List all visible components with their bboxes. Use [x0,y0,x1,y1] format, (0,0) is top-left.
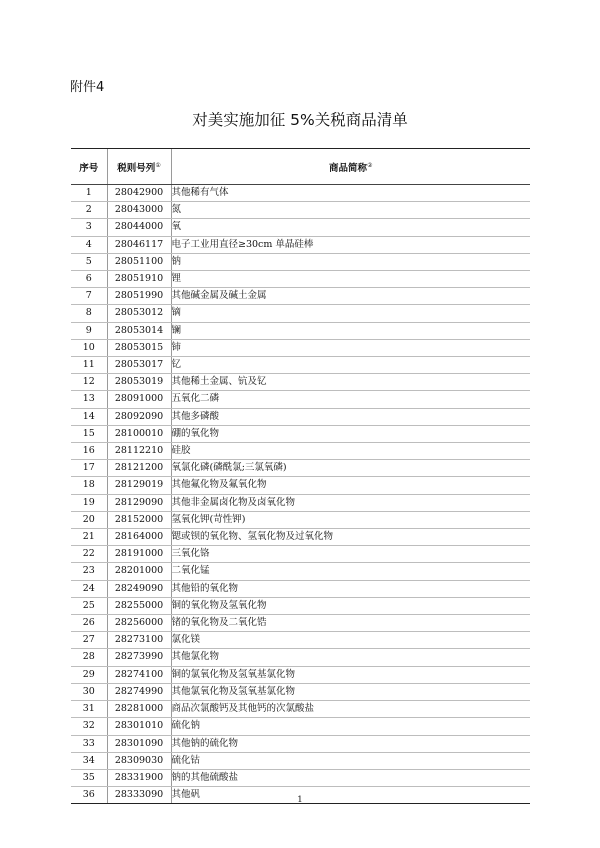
table-row [71,735,530,752]
row-tariff-code: 28274990 [107,683,171,700]
tariff-goods-table [71,148,530,804]
row-seq: 33 [71,735,107,752]
row-goods-name: 其他多磷酸 [171,408,530,425]
row-seq: 34 [71,752,107,769]
table-row [71,632,530,649]
row-goods-name: 其他钠的硫化物 [171,735,530,752]
row-seq: 36 [71,787,107,804]
row-tariff-code: 28301010 [107,718,171,735]
row-tariff-code: 28249090 [107,580,171,597]
table-row [71,408,530,425]
table-header-row [71,149,530,185]
document-title: 对美实施加征 5%关税商品清单 [192,111,408,129]
row-seq: 30 [71,683,107,700]
row-goods-name: 硼的氧化物 [171,425,530,442]
row-goods-name: 商品次氯酸钙及其他钙的次氯酸盐 [171,701,530,718]
row-seq: 17 [71,460,107,477]
row-goods-name: 铜的氧化物及氢氧化物 [171,597,530,614]
row-tariff-code: 28301090 [107,735,171,752]
table-row [71,271,530,288]
table-row [71,185,530,202]
row-tariff-code: 28043000 [107,202,171,219]
row-seq: 19 [71,494,107,511]
table-row [71,357,530,374]
row-seq: 7 [71,288,107,305]
header-name [171,149,530,185]
row-goods-name: 锶或钡的氧化物、氢氧化物及过氧化物 [171,529,530,546]
row-tariff-code: 28274100 [107,666,171,683]
row-seq: 5 [71,253,107,270]
attachment-label: 附件4 [70,80,105,95]
row-goods-name: 其他非金属卤化物及卤氧化物 [171,494,530,511]
row-seq: 12 [71,374,107,391]
row-goods-name: 锂 [171,271,530,288]
table-row [71,494,530,511]
header-code-footnote-mark: ① [155,161,161,169]
row-seq: 25 [71,597,107,614]
table-row [71,563,530,580]
row-tariff-code: 28100010 [107,425,171,442]
table-body [71,185,530,804]
table-row [71,683,530,700]
row-tariff-code: 28112210 [107,443,171,460]
row-goods-name: 钠 [171,253,530,270]
row-tariff-code: 28053019 [107,374,171,391]
row-seq: 3 [71,219,107,236]
table-row [71,391,530,408]
table-row [71,649,530,666]
row-goods-name: 二氧化锰 [171,563,530,580]
row-tariff-code: 28333090 [107,787,171,804]
table-row [71,477,530,494]
table-row [71,202,530,219]
header-seq [71,149,107,185]
row-tariff-code: 28129019 [107,477,171,494]
row-tariff-code: 28042900 [107,185,171,202]
row-tariff-code: 28046117 [107,236,171,253]
row-tariff-code: 28255000 [107,597,171,614]
row-tariff-code: 28273100 [107,632,171,649]
row-goods-name: 钇 [171,357,530,374]
row-tariff-code: 28281000 [107,701,171,718]
row-seq: 29 [71,666,107,683]
row-goods-name: 氮 [171,202,530,219]
row-goods-name: 硅胶 [171,443,530,460]
row-goods-name: 钠的其他硫酸盐 [171,769,530,786]
row-goods-name: 氧氯化磷(磷酰氯;三氯氧磷) [171,460,530,477]
row-goods-name: 氢氧化钾(苛性钾) [171,511,530,528]
row-seq: 26 [71,615,107,632]
row-tariff-code: 28331900 [107,769,171,786]
row-goods-name: 氧 [171,219,530,236]
row-tariff-code: 28051100 [107,253,171,270]
row-tariff-code: 28053012 [107,305,171,322]
table-row [71,701,530,718]
row-goods-name: 硫化钠 [171,718,530,735]
row-goods-name: 其他氟化物及氟氧化物 [171,477,530,494]
row-tariff-code: 28164000 [107,529,171,546]
row-seq: 14 [71,408,107,425]
row-goods-name: 其他碱金属及碱土金属 [171,288,530,305]
row-goods-name: 氯化镁 [171,632,530,649]
row-seq: 8 [71,305,107,322]
row-goods-name: 其他矾 [171,787,530,804]
table-row [71,718,530,735]
row-tariff-code: 28053015 [107,339,171,356]
row-seq: 11 [71,357,107,374]
row-seq: 15 [71,425,107,442]
table-row [71,339,530,356]
table-row [71,752,530,769]
row-goods-name: 电子工业用直径≥30cm 单晶硅棒 [171,236,530,253]
row-seq: 23 [71,563,107,580]
row-goods-name: 其他稀土金属、钪及钇 [171,374,530,391]
header-code-label: 税则号列 [117,162,156,174]
row-seq: 31 [71,701,107,718]
row-seq: 6 [71,271,107,288]
row-seq: 13 [71,391,107,408]
table-row [71,546,530,563]
row-seq: 32 [71,718,107,735]
row-seq: 16 [71,443,107,460]
table-row [71,219,530,236]
table-row [71,288,530,305]
row-goods-name: 镝 [171,305,530,322]
row-tariff-code: 28051910 [107,271,171,288]
row-goods-name: 其他氯化物 [171,649,530,666]
table-row [71,443,530,460]
row-seq: 18 [71,477,107,494]
row-seq: 22 [71,546,107,563]
row-tariff-code: 28044000 [107,219,171,236]
table-row [71,580,530,597]
table-row [71,322,530,339]
page-number: 1 [297,795,303,805]
table-row [71,374,530,391]
row-tariff-code: 28201000 [107,563,171,580]
table-row [71,425,530,442]
row-seq: 28 [71,649,107,666]
row-goods-name: 镧 [171,322,530,339]
header-name-footnote-mark: ② [367,161,373,169]
row-tariff-code: 28273990 [107,649,171,666]
row-seq: 27 [71,632,107,649]
row-tariff-code: 28092090 [107,408,171,425]
table-row [71,236,530,253]
row-tariff-code: 28256000 [107,615,171,632]
row-tariff-code: 28051990 [107,288,171,305]
row-goods-name: 三氧化铬 [171,546,530,563]
row-seq: 24 [71,580,107,597]
row-goods-name: 其他氯氧化物及氢氧基氯化物 [171,683,530,700]
row-seq: 21 [71,529,107,546]
row-goods-name: 铈 [171,339,530,356]
table-row [71,511,530,528]
row-seq: 4 [71,236,107,253]
header-name-label: 商品简称 [329,162,368,174]
header-code [107,149,171,185]
row-goods-name: 其他铅的氧化物 [171,580,530,597]
row-goods-name: 五氧化二磷 [171,391,530,408]
table-row [71,253,530,270]
row-goods-name: 锗的氧化物及二氧化锆 [171,615,530,632]
row-tariff-code: 28053014 [107,322,171,339]
table-row [71,769,530,786]
row-tariff-code: 28053017 [107,357,171,374]
row-seq: 9 [71,322,107,339]
header-seq-label: 序号 [79,162,99,174]
row-tariff-code: 28091000 [107,391,171,408]
row-tariff-code: 28121200 [107,460,171,477]
row-tariff-code: 28309030 [107,752,171,769]
row-tariff-code: 28191000 [107,546,171,563]
row-tariff-code: 28129090 [107,494,171,511]
table-row [71,529,530,546]
table-row [71,615,530,632]
table-row [71,460,530,477]
row-seq: 1 [71,185,107,202]
row-goods-name: 硫化钴 [171,752,530,769]
row-tariff-code: 28152000 [107,511,171,528]
table-row [71,597,530,614]
row-seq: 2 [71,202,107,219]
table-row [71,666,530,683]
row-goods-name: 铜的氯氧化物及氢氧基氯化物 [171,666,530,683]
table-header [71,149,530,185]
row-seq: 10 [71,339,107,356]
table-row [71,305,530,322]
row-goods-name: 其他稀有气体 [171,185,530,202]
row-seq: 20 [71,511,107,528]
row-seq: 35 [71,769,107,786]
